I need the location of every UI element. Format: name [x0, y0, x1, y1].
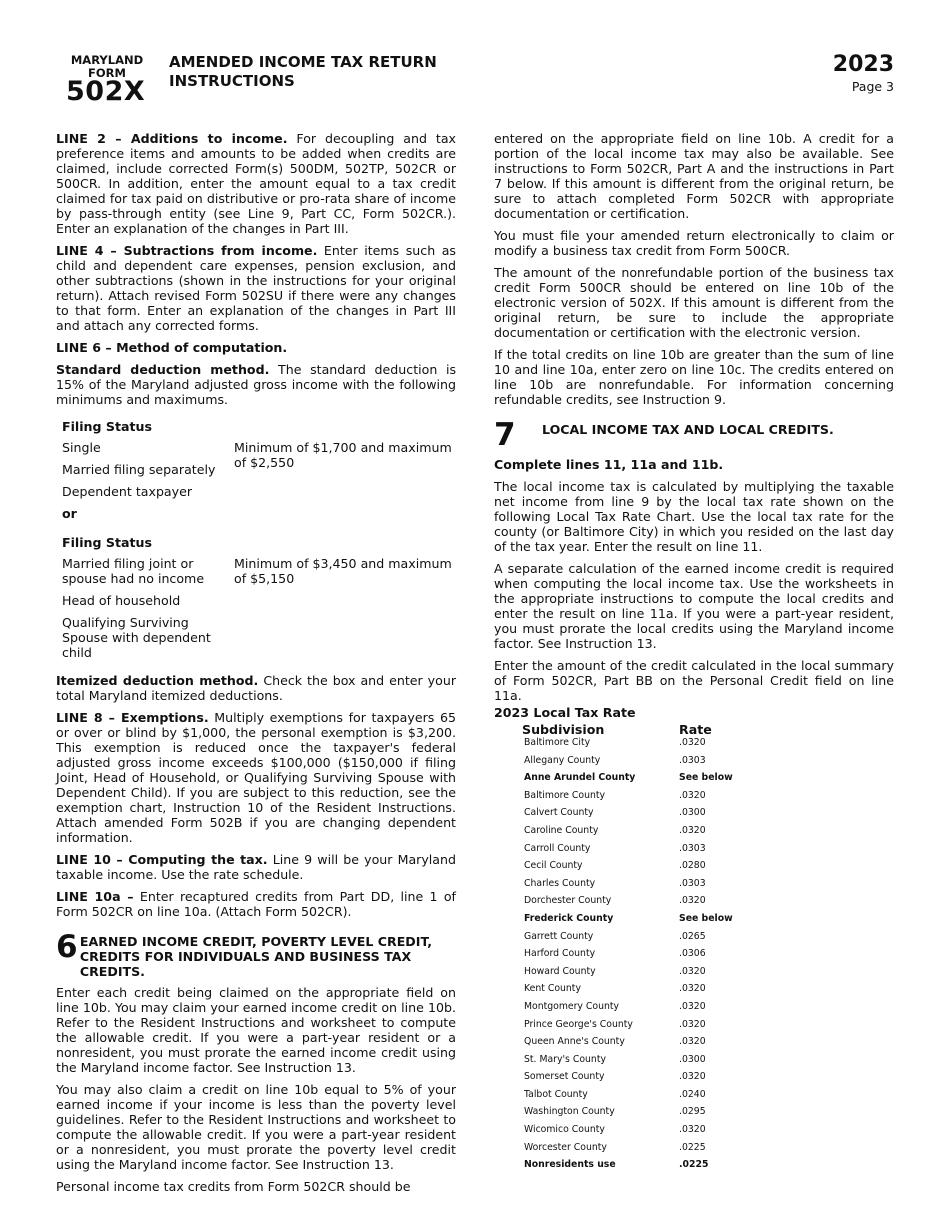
subdivision-rate: .0240 — [679, 1088, 706, 1100]
subdivision-name: Nonresidents use — [524, 1159, 616, 1171]
section-6-heading — [56, 931, 456, 979]
rate-row — [524, 754, 894, 772]
rate-row — [524, 877, 894, 895]
subdivision-rate: .0320 — [679, 965, 706, 977]
subdivision-rate: .0303 — [679, 877, 706, 889]
rate-table-header — [522, 723, 894, 736]
subdivision-rate: .0300 — [679, 1053, 706, 1065]
section-6-paragraph-2: You may also claim a credit on line 10b equal to 5% of your earned income if your income is less than the poverty level guidelines. Refer to the Resident Instructions and worksheet to compute the allowable credit. If you were a part-year resident or a nonresident, you must prorate the poverty level credit using the Maryland income factor. See Instruction 13. — [56, 1082, 456, 1172]
line2-text: For decoupling and tax preference items and amounts to be added when credits are claimed, include corrected Form(s) 500DM, 502TP, 502CR or 500CR. In addition, enter the amount equal to a tax credit claimed for tax paid on distributive or pro-rata share of income by pass-through entity (see Line 9, Part CC, Form 502CR.). Enter an explanation of the changes in Part III. — [56, 131, 456, 236]
section-6-number: 6 — [56, 929, 78, 965]
subdivision-rate: .0320 — [679, 1071, 706, 1083]
left-column — [56, 131, 456, 1201]
credits-paragraph-2: You must file your amended return electronically to claim or modify a business tax credit from Form 500CR. — [494, 228, 894, 258]
subdivision-name: Kent County — [524, 983, 581, 995]
local-tax-rate-table — [494, 705, 894, 1176]
rate-row — [524, 1088, 894, 1106]
filing-status-item: Head of household — [62, 593, 181, 608]
section-7-title: LOCAL INCOME TAX AND LOCAL CREDITS. — [542, 422, 834, 437]
subdivision-name: Anne Arundel County — [524, 772, 636, 784]
rate-rows — [524, 736, 894, 1176]
subdivision-name: Somerset County — [524, 1071, 605, 1083]
line2-heading: LINE 2 – Additions to income. — [56, 131, 288, 146]
title-line-2: INSTRUCTIONS — [169, 72, 295, 90]
subdivision-rate: .0303 — [679, 754, 706, 766]
subdivision-name: Howard County — [524, 965, 596, 977]
rate-row — [524, 930, 894, 948]
rate-row — [524, 1053, 894, 1071]
line10-heading: LINE 10 – Computing the tax. — [56, 852, 268, 867]
rate-row — [524, 824, 894, 842]
subdivision-name: Harford County — [524, 948, 596, 960]
subdivision-rate: .0280 — [679, 860, 706, 872]
rate-row — [524, 1141, 894, 1159]
rate-row — [524, 842, 894, 860]
line10a-paragraph — [56, 889, 456, 919]
filing-status-item: Qualifying Surviving Spouse with dependent child — [62, 615, 211, 660]
rate-row — [524, 771, 894, 789]
subdivision-rate: .0320 — [679, 1036, 706, 1048]
rate-row — [524, 912, 894, 930]
subdivision-name: Baltimore County — [524, 789, 606, 801]
standard-deduction-text: The standard deduction is 15% of the Maryland adjusted gross income with the following minimums and maximums. — [56, 362, 457, 407]
section-7-heading — [494, 419, 894, 451]
subdivision-name: Prince George's County — [524, 1018, 633, 1030]
line8-text: Multiply exemptions for taxpayers 65 or over or blind by $1,000, the personal exemption is $3,200. This exemption is reduced once the taxpayer's federal adjusted gross income exceeds $100,000 ($150,000 if filing Joint, Head of Household, or Qualifying Surviving Spouse with Dependent Child). If you are subject to this reduction, see the exemption chart, Instruction 10 of the Resident Instructions. Attach amended Form 502B if you are changing dependent information. — [56, 710, 456, 845]
subdivision-rate: See below — [679, 912, 733, 924]
section-6-title: EARNED INCOME CREDIT, POVERTY LEVEL CREDIT, CREDITS FOR INDIVIDUALS AND BUSINESS TAX CREDITS. — [79, 934, 433, 979]
subdivision-rate: .0265 — [679, 930, 706, 942]
subdivision-rate: .0306 — [679, 948, 706, 960]
filing-status-item: Single — [62, 440, 101, 455]
subdivision-name: Dorchester County — [524, 895, 612, 907]
rate-row — [524, 1018, 894, 1036]
line8-heading: LINE 8 – Exemptions. — [56, 710, 209, 725]
subdivision-rate: .0320 — [679, 1124, 706, 1136]
filing-status-group-2 — [62, 556, 456, 667]
rate-row — [524, 1158, 894, 1176]
deduction-range-1: Minimum of $1,700 and maximum of $2,550 — [234, 440, 452, 470]
form-number: 502X — [66, 76, 146, 107]
subdivision-name: Worcester County — [524, 1141, 607, 1153]
form-word: FORM — [88, 66, 126, 80]
subdivision-rate: .0320 — [679, 789, 706, 801]
section-7-number: 7 — [494, 417, 516, 453]
subdivision-name: Carroll County — [524, 842, 591, 854]
local-tax-paragraph-1: The local income tax is calculated by multiplying the taxable net income from line 9 by the local tax rate shown on the following Local Tax Rate Chart. Use the local tax rate for the county (or Baltimore City) in which you resided on the last day of the tax year. Enter the result on line 11. — [494, 479, 894, 554]
state-label: MARYLAND — [70, 53, 144, 67]
subdivision-rate: .0320 — [679, 1018, 706, 1030]
subdivision-name: Frederick County — [524, 912, 614, 924]
subdivision-name: Washington County — [524, 1106, 615, 1118]
subdivision-column-header: Subdivision — [522, 722, 605, 737]
subdivision-rate: .0295 — [679, 1106, 706, 1118]
subdivision-name: Charles County — [524, 877, 596, 889]
complete-lines-text: Complete lines 11, 11a and 11b. — [494, 457, 724, 472]
rate-row — [524, 965, 894, 983]
subdivision-name: Calvert County — [524, 807, 594, 819]
line10-text: Line 9 will be your Maryland taxable income. Use the rate schedule. — [56, 852, 456, 882]
filing-status-header: Filing Status — [62, 419, 152, 434]
rate-row — [524, 947, 894, 965]
title-line-1: AMENDED INCOME TAX RETURN — [169, 53, 437, 71]
subdivision-rate: .0320 — [679, 737, 706, 748]
document-title — [169, 53, 437, 91]
rate-row — [524, 859, 894, 877]
rate-row — [524, 1035, 894, 1053]
line8-paragraph — [56, 710, 456, 845]
or-label: or — [62, 506, 77, 521]
rate-column-header: Rate — [679, 722, 712, 737]
page-number: Page 3 — [851, 79, 894, 94]
line6-heading-text: LINE 6 – Method of computation. — [56, 340, 288, 355]
subdivision-rate: .0225 — [679, 1159, 709, 1171]
filing-status-group-1 — [62, 440, 456, 535]
subdivision-rate: .0303 — [679, 842, 706, 854]
rate-row — [524, 806, 894, 824]
rate-row — [524, 1000, 894, 1018]
tax-year: 2023 — [832, 52, 894, 77]
subdivision-rate: .0225 — [679, 1141, 706, 1153]
rate-row — [524, 1105, 894, 1123]
local-tax-paragraph-2: A separate calculation of the earned income credit is required when computing the local income tax. Use the worksheets in the appropriate instructions to compute the local credits and enter the result on line 11a. If you were a part-year resident, you must prorate the local credits using the Maryland income factor. See Instruction 13. — [494, 561, 894, 651]
section-6-paragraph-3: Personal income tax credits from Form 502CR should be — [56, 1179, 411, 1194]
line2-paragraph — [56, 131, 456, 236]
filing-status-item: Married filing separately — [62, 462, 216, 477]
subdivision-name: Wicomico County — [524, 1124, 605, 1136]
itemized-text: Check the box and enter your total Maryland itemized deductions. — [56, 673, 457, 703]
local-tax-paragraph-3: Enter the amount of the credit calculated in the local summary of Form 502CR, Part BB on the Personal Credit field on line 11a. — [494, 658, 894, 703]
credits-paragraph-1: entered on the appropriate field on line 10b. A credit for a portion of the local income tax may also be available. See instructions to Form 502CR, Part A and the instructions in Part 7 below. If this amount is different from the original return, be sure to attach completed Form 502CR with appropriate documentation or certification. — [494, 131, 894, 221]
subdivision-name: Allegany County — [524, 754, 601, 766]
filing-status-item: Dependent taxpayer — [62, 484, 193, 499]
subdivision-rate: .0300 — [679, 807, 706, 819]
rate-row — [524, 1123, 894, 1141]
line4-heading: LINE 4 – Subtractions from income. — [56, 243, 318, 258]
rate-row — [524, 789, 894, 807]
standard-deduction-heading: Standard deduction method. — [56, 362, 270, 377]
subdivision-rate: See below — [679, 772, 733, 784]
standard-deduction-paragraph — [56, 362, 456, 407]
subdivision-rate: .0320 — [679, 895, 706, 907]
subdivision-rate: .0320 — [679, 824, 706, 836]
line10a-heading: LINE 10a – — [56, 889, 134, 904]
filing-status-item: Married filing joint or spouse had no income — [62, 556, 205, 586]
subdivision-name: Cecil County — [524, 860, 583, 872]
complete-lines — [494, 457, 894, 472]
credits-paragraph-3: The amount of the nonrefundable portion of the business tax credit Form 500CR should be entered on line 10b of the electronic version of 502X. If this amount is different from the original return, be sure to include the appropriate documentation or certification with the electronic version. — [494, 265, 894, 340]
rate-row — [524, 982, 894, 1000]
rate-row — [524, 736, 894, 754]
line10-paragraph — [56, 852, 456, 882]
subdivision-name: St. Mary's County — [524, 1053, 606, 1065]
subdivision-name: Queen Anne's County — [524, 1036, 625, 1048]
subdivision-rate: .0320 — [679, 983, 706, 995]
line6-heading — [56, 340, 456, 355]
right-column — [494, 131, 894, 1176]
subdivision-rate: .0320 — [679, 1000, 706, 1012]
subdivision-name: Talbot County — [524, 1088, 588, 1100]
rate-row — [524, 894, 894, 912]
line4-text: Enter items such as child and dependent care expenses, pension exclusion, and other subtractions (shown in the instructions for your original return). Attach revised Form 502SU if there were any changes to that form. Enter an explanation of the changes in Part III and attach any corrected forms. — [56, 243, 456, 333]
itemized-heading: Itemized deduction method. — [56, 673, 259, 688]
itemized-paragraph — [56, 673, 456, 703]
rate-table-title: 2023 Local Tax Rate — [494, 705, 636, 720]
section-6-paragraph-1: Enter each credit being claimed on the appropriate field on line 10b. You may claim your earned income credit on line 10b. Refer to the Resident Instructions and worksheet to compute the allowable credit. If you were a part-year resident or a nonresident, you must prorate the earned income credit using the Maryland income factor. See Instruction 13. — [56, 985, 456, 1075]
subdivision-name: Caroline County — [524, 824, 599, 836]
deduction-range-2: Minimum of $3,450 and maximum of $5,150 — [234, 556, 452, 586]
filing-status-table — [62, 419, 456, 667]
line10a-text: Enter recaptured credits from Part DD, line 1 of Form 502CR on line 10a. (Attach Form 502CR). — [56, 889, 456, 919]
subdivision-name: Garrett County — [524, 930, 594, 942]
rate-row — [524, 1070, 894, 1088]
line4-paragraph — [56, 243, 456, 333]
subdivision-name: Baltimore City — [524, 737, 591, 748]
subdivision-name: Montgomery County — [524, 1000, 620, 1012]
filing-status-header: Filing Status — [62, 535, 152, 550]
credits-paragraph-4: If the total credits on line 10b are greater than the sum of line 10 and line 10a, enter zero on line 10c. The credits entered on line 10b are nonrefundable. For information concerning refundable credits, see Instruction 9. — [494, 347, 894, 407]
